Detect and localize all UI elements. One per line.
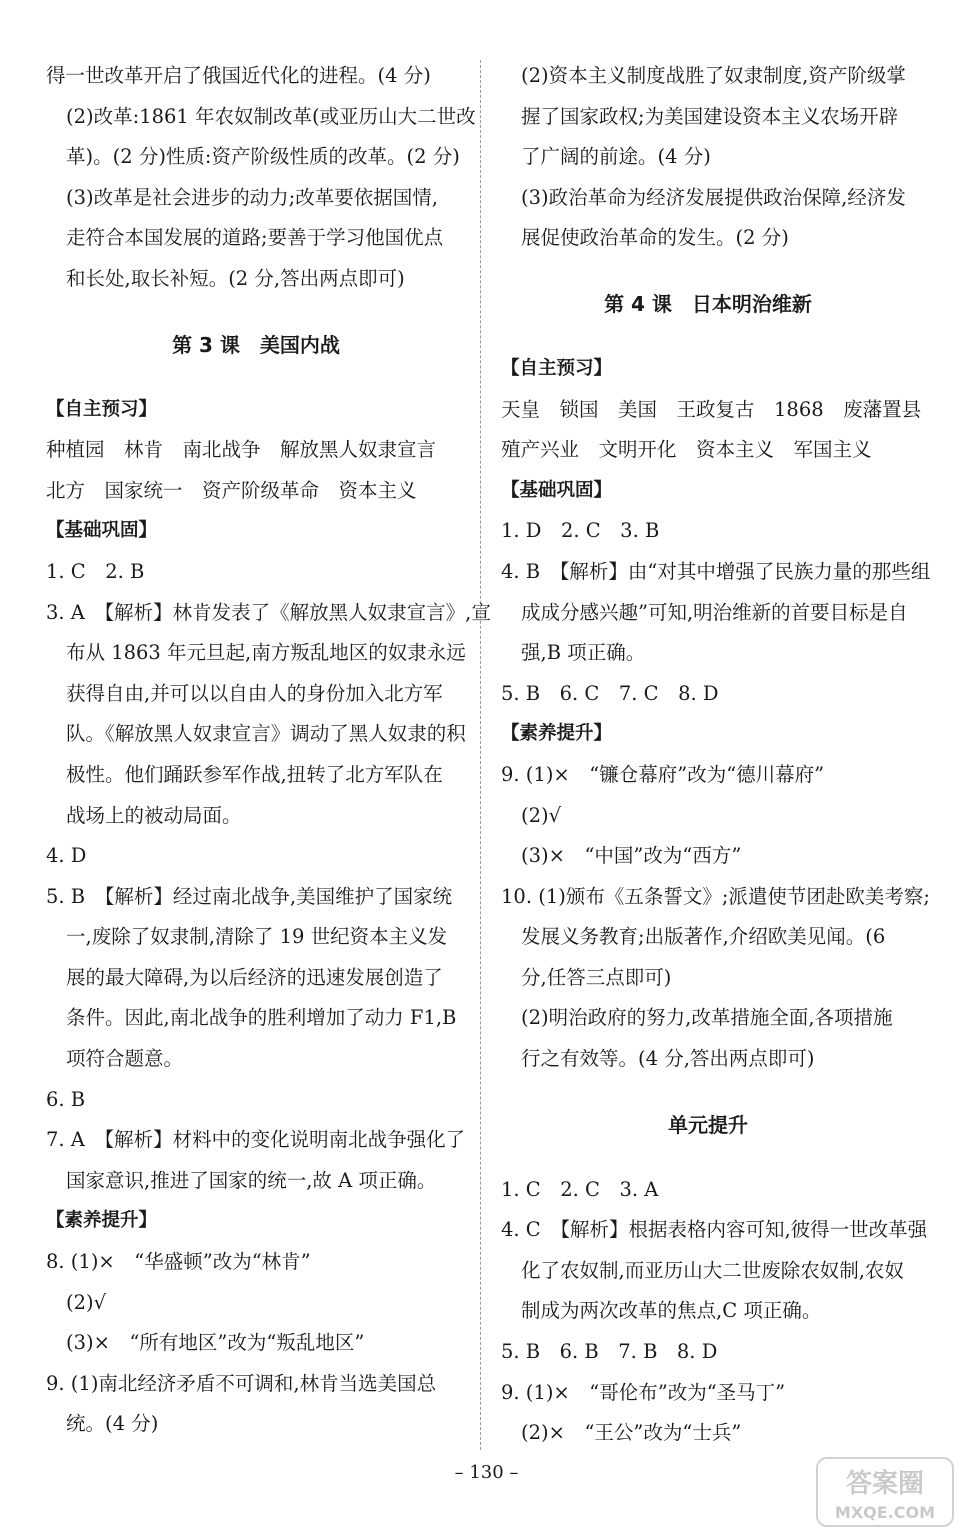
section-label: 【基础巩固】: [501, 479, 613, 501]
answer-line: 8. (1)× “华盛顿”改为“林肯”: [46, 1250, 311, 1274]
section-label: 【基础巩固】: [46, 520, 158, 542]
answer-line: 统。(4 分): [66, 1412, 159, 1436]
answer-line: 队。《解放黑人奴隶宣言》调动了黑人奴隶的积: [66, 722, 466, 746]
text-line: 握了国家政权;为美国建设资本主义农场开辟: [521, 104, 899, 128]
answer-line: 5. B 6. B 7. B 8. D: [501, 1340, 718, 1364]
text-line: 北方 国家统一 资产阶级革命 资本主义: [46, 478, 417, 502]
text-line: 展促使政治革命的发生。(2 分): [521, 226, 789, 250]
answer-line: (2)× “王公”改为“士兵”: [521, 1421, 742, 1445]
answer-line: (2)√: [66, 1290, 107, 1314]
answer-line: 发展义务教育;出版著作,介绍欧美见闻。(6: [521, 925, 886, 949]
text-line: 种植园 林肯 南北战争 解放黑人奴隶宣言: [46, 438, 437, 462]
answer-line: (2)√: [521, 803, 562, 827]
watermark-logo: [815, 1456, 955, 1528]
answer-line: 极性。他们踊跃参军作战,扭转了北方军队在: [66, 762, 443, 786]
unit-heading: 单元提升: [668, 1112, 748, 1137]
right-column: [501, 56, 931, 1454]
answer-line: 一,废除了奴隶制,清除了 19 世纪资本主义发: [66, 925, 448, 949]
text-line: 走符合本国发展的道路;要善于学习他国优点: [66, 226, 444, 250]
answer-line: 5. B 【解析】经过南北战争,美国维护了国家统: [46, 884, 453, 908]
text-line: 殖产兴业 文明开化 资本主义 军国主义: [501, 438, 872, 462]
answer-line: 3. A 【解析】林肯发表了《解放黑人奴隶宣言》,宣: [46, 600, 491, 624]
answer-line: 国家意识,推进了国家的统一,故 A 项正确。: [66, 1168, 437, 1192]
answer-line: 4. C 【解析】根据表格内容可知,彼得一世改革强: [501, 1218, 928, 1242]
text-line: (2)改革:1861 年农奴制改革(或亚历山大二世改: [66, 104, 476, 128]
answer-line: (3)× “中国”改为“西方”: [521, 844, 742, 868]
page-number: – 130 –: [454, 1462, 519, 1483]
watermark-text-bottom: MXQE.COM: [834, 1503, 936, 1522]
text-line: (3)政治革命为经济发展提供政治保障,经济发: [521, 185, 906, 209]
text-line: (2)资本主义制度战胜了奴隶制度,资产阶级掌: [521, 64, 906, 87]
answer-line: 1. C 2. B: [46, 559, 145, 583]
answer-line: 成成分感兴趣”可知,明治维新的首要目标是自: [521, 600, 908, 624]
text-line: 得一世改革开启了俄国近代化的进程。(4 分): [46, 64, 431, 87]
answer-line: 4. D: [46, 844, 87, 868]
section-label: 【素养提升】: [501, 723, 613, 745]
watermark-text-top: 答案圈: [845, 1469, 925, 1499]
answer-line: (2)明治政府的努力,改革措施全面,各项措施: [521, 1006, 893, 1030]
lesson-heading: 第 3 课 美国内战: [172, 332, 340, 357]
answer-line: (3)× “所有地区”改为“叛乱地区”: [66, 1331, 365, 1355]
answer-line: 获得自由,并可以以自由人的身份加入北方军: [66, 681, 443, 705]
text-line: 天皇 锁国 美国 王政复古 1868 废藩置县: [501, 397, 922, 421]
answer-line: 5. B 6. C 7. C 8. D: [501, 681, 719, 705]
text-line: 和长处,取长补短。(2 分,答出两点即可): [66, 266, 405, 290]
answer-line: 项符合题意。: [66, 1047, 184, 1071]
answer-line: 强,B 项正确。: [521, 641, 646, 665]
section-label: 【自主预习】: [501, 357, 613, 379]
text-line: 革)。(2 分)性质:资产阶级性质的改革。(2 分): [66, 145, 460, 169]
answer-line: 布从 1863 年元旦起,南方叛乱地区的奴隶永远: [66, 641, 466, 665]
answer-line: 4. B 【解析】由“对其中增强了民族力量的那些组: [501, 559, 931, 583]
left-column: [46, 56, 491, 1445]
answer-line: 化了农奴制,而亚历山大二世废除农奴制,农奴: [521, 1258, 904, 1282]
text-line: (3)改革是社会进步的动力;改革要依据国情,: [66, 185, 438, 209]
text-line: 了广阔的前途。(4 分): [521, 145, 711, 169]
answer-line: 10. (1)颁布《五条誓文》;派遣使节团赴欧美考察;: [501, 884, 930, 908]
answer-line: 分,任答三点即可): [521, 965, 672, 989]
answer-line: 1. C 2. C 3. A: [501, 1177, 659, 1201]
section-label: 【自主预习】: [46, 398, 158, 420]
answer-line: 6. B: [46, 1087, 86, 1111]
answer-line: 条件。因此,南北战争的胜利增加了动力 F1,B: [66, 1006, 457, 1030]
lesson-heading: 第 4 课 日本明治维新: [604, 291, 812, 316]
answer-line: 制成为两次改革的焦点,C 项正确。: [521, 1299, 822, 1323]
answer-line: 战场上的被动局面。: [66, 803, 242, 827]
answer-line: 9. (1)× “哥伦布”改为“圣马丁”: [501, 1380, 786, 1404]
column-divider: [480, 60, 481, 1450]
section-label: 【素养提升】: [46, 1210, 158, 1232]
answer-line: 行之有效等。(4 分,答出两点即可): [521, 1047, 815, 1071]
answer-line: 9. (1)南北经济矛盾不可调和,林肯当选美国总: [46, 1371, 437, 1395]
answer-line: 展的最大障碍,为以后经济的迅速发展创造了: [66, 965, 443, 989]
answer-line: 9. (1)× “镰仓幕府”改为“德川幕府”: [501, 762, 825, 786]
answer-line: 1. D 2. C 3. B: [501, 519, 660, 543]
answer-line: 7. A 【解析】材料中的变化说明南北战争强化了: [46, 1128, 466, 1152]
